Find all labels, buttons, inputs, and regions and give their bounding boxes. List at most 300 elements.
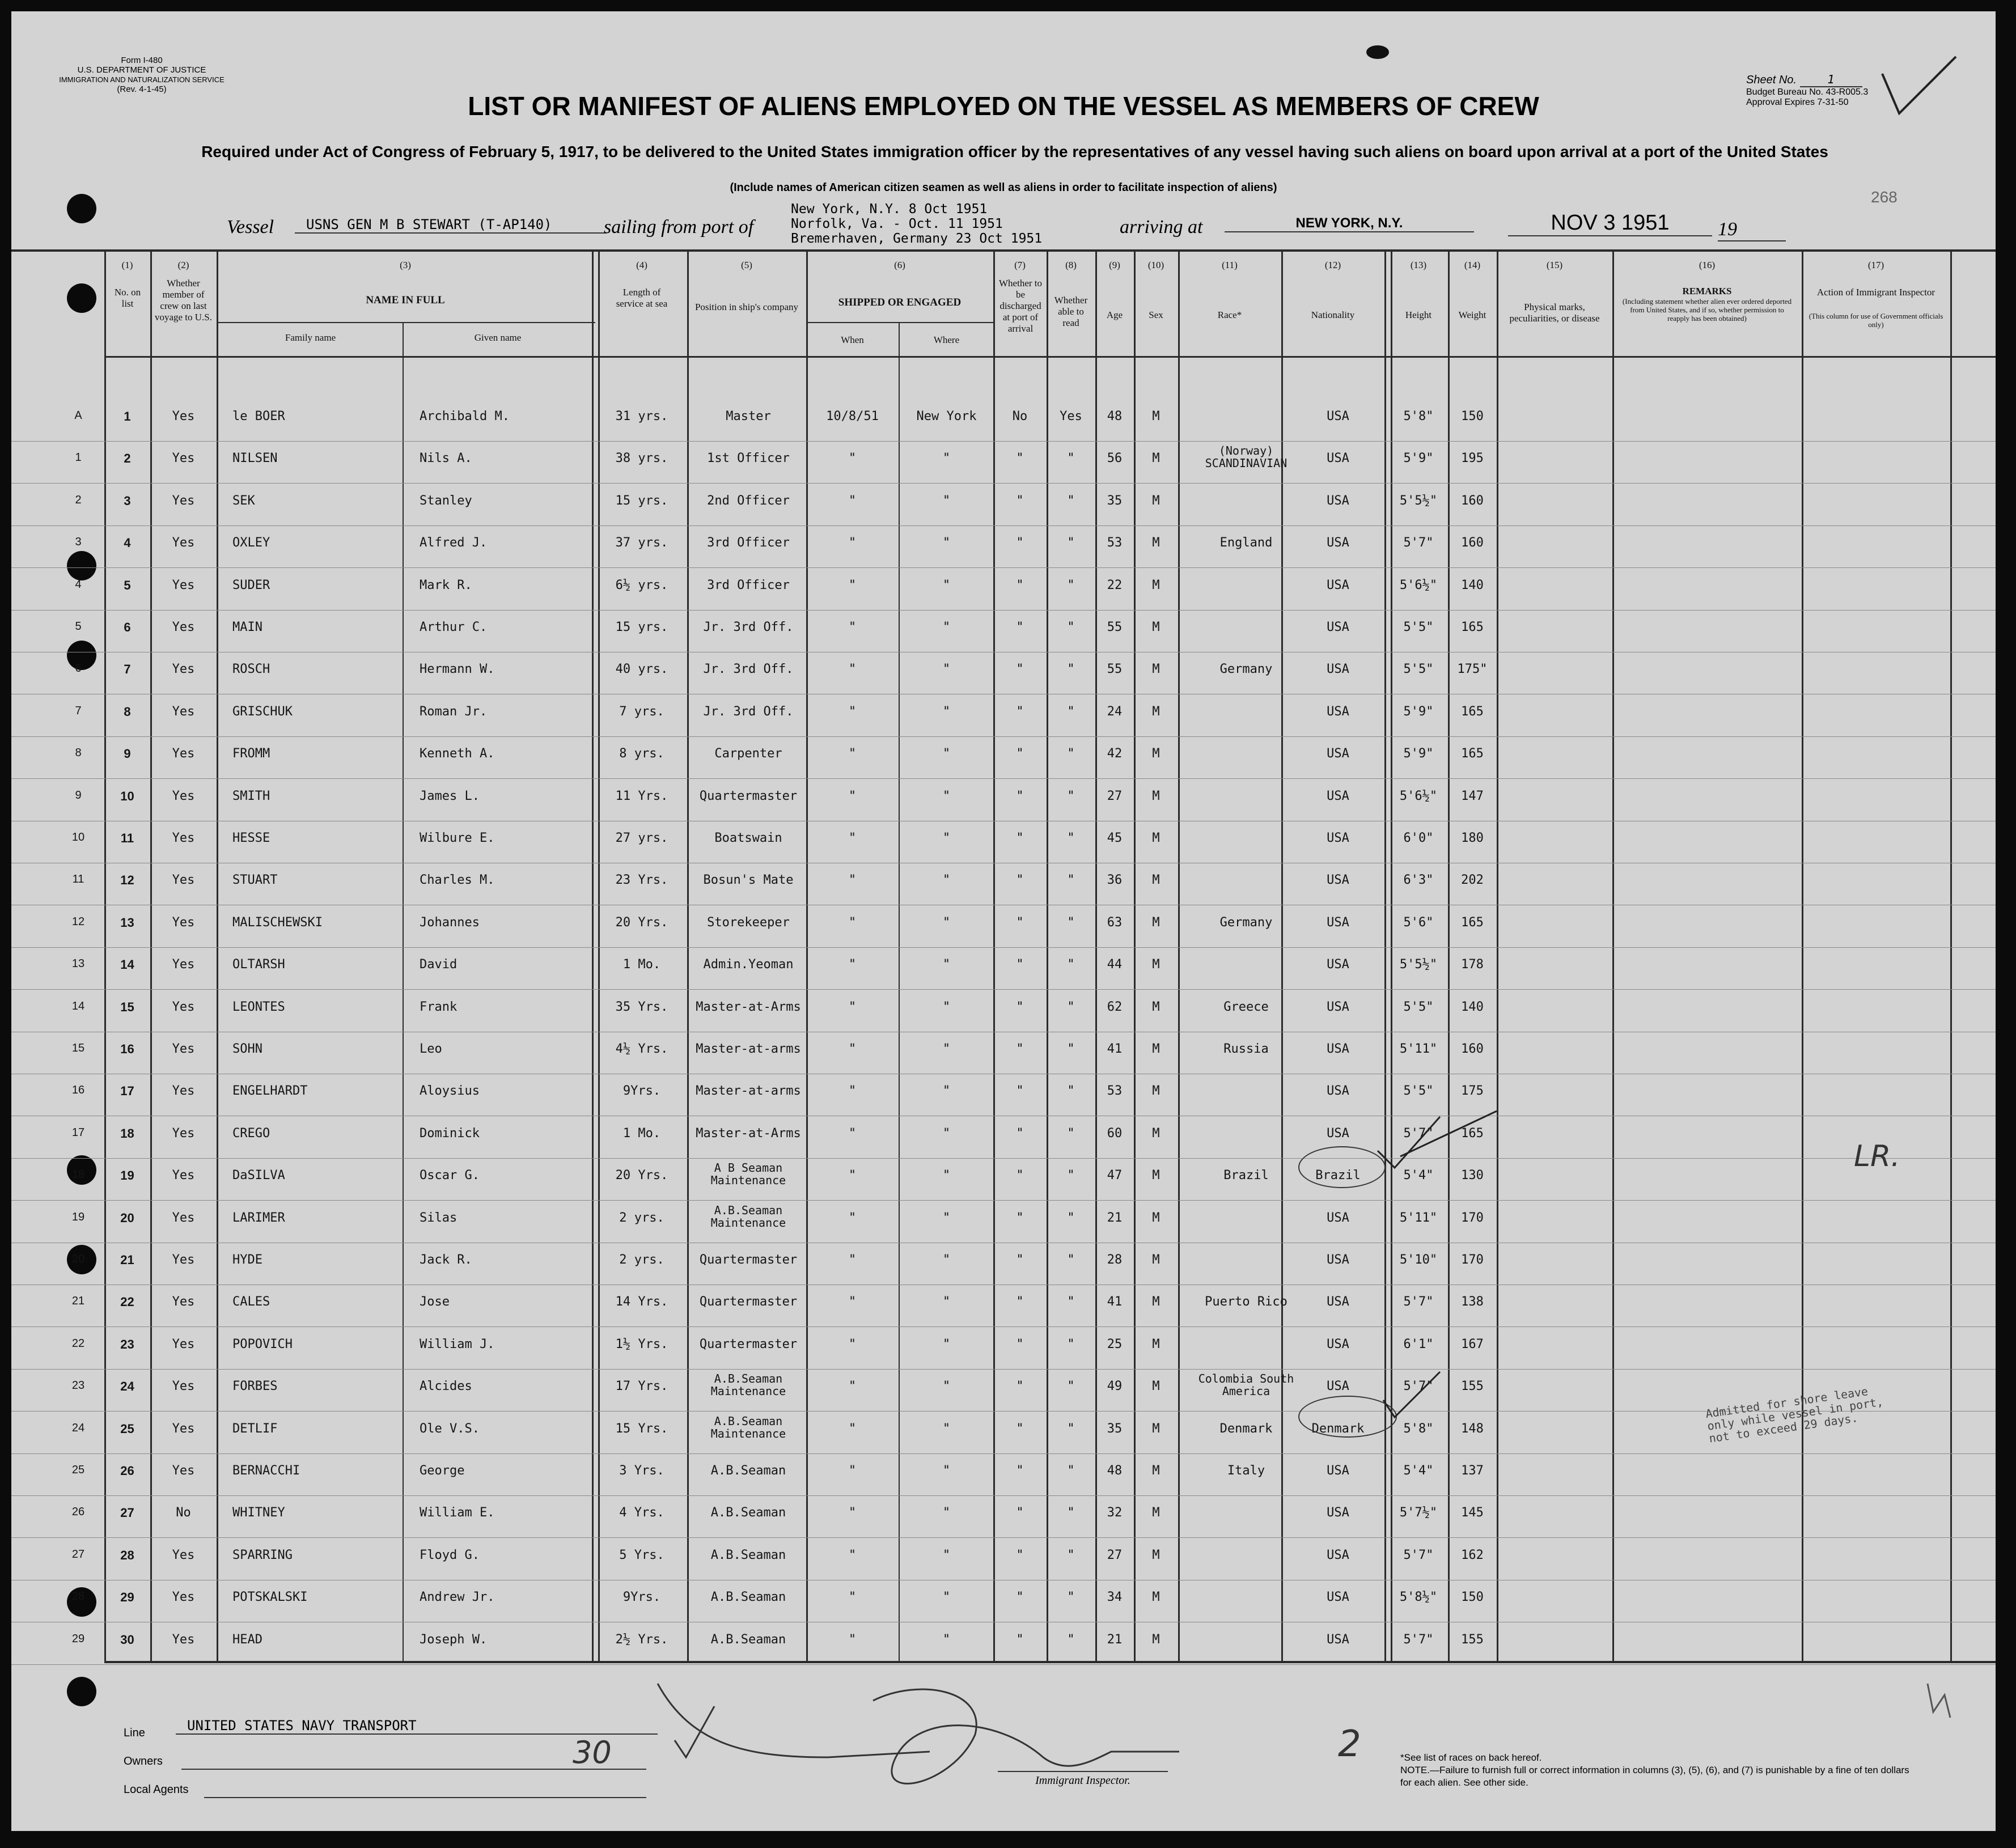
age-cell: 41 xyxy=(1107,1295,1123,1309)
weight-cell: 167 xyxy=(1461,1337,1484,1351)
weight-cell: 180 xyxy=(1461,831,1484,845)
height-cell: 5'6½" xyxy=(1399,789,1438,803)
page-row-marker: 20 xyxy=(71,1253,85,1265)
nationality-cell: USA xyxy=(1327,915,1349,930)
approval-expiry: Approval Expires 7-31-50 xyxy=(1746,98,1849,107)
service-length-cell: 35 Yrs. xyxy=(615,999,668,1014)
row-number: 22 xyxy=(120,1295,134,1309)
age-cell: 63 xyxy=(1107,915,1123,930)
footer-owners-label: Owners xyxy=(124,1755,163,1768)
family-name-cell: DaSILVA xyxy=(232,1168,285,1183)
weight-cell: 202 xyxy=(1461,873,1484,888)
page-row-marker: 6 xyxy=(75,662,82,675)
position-cell: A.B.Seaman Maintenance xyxy=(710,1372,786,1398)
weight-cell: 170 xyxy=(1461,1210,1484,1225)
age-cell: 24 xyxy=(1107,704,1123,719)
position-cell: Bosun's Mate xyxy=(703,873,794,888)
position-cell: Admin.Yeoman xyxy=(703,957,794,972)
form-department: U.S. DEPARTMENT OF JUSTICE xyxy=(77,65,206,75)
nationality-cell: USA xyxy=(1327,957,1349,972)
row-number: 3 xyxy=(124,493,131,508)
weight-cell: 160 xyxy=(1461,536,1484,550)
height-cell: 5'7" xyxy=(1403,1295,1434,1309)
discharged-cell: " xyxy=(1016,747,1024,761)
port-2: Norfolk, Va. - Oct. 11 1951 xyxy=(791,217,1003,231)
given-name-cell: Roman Jr. xyxy=(420,704,488,719)
able-to-read-cell: " xyxy=(1067,999,1075,1014)
weight-cell: 140 xyxy=(1461,999,1484,1014)
prior-voyage-cell: Yes xyxy=(172,1295,195,1309)
service-length-cell: 9Yrs. xyxy=(622,1590,661,1605)
position-cell: A.B.Seaman xyxy=(710,1464,786,1478)
row-number: 28 xyxy=(120,1548,134,1562)
prior-voyage-cell: Yes xyxy=(172,1042,195,1056)
shore-leave-stamp: Admitted for shore leave only while vessel in port, not to exceed 29 days. xyxy=(1704,1384,1884,1446)
discharged-cell: " xyxy=(1016,1590,1024,1605)
family-name-cell: SMITH xyxy=(232,789,270,803)
shipped-when-cell: " xyxy=(848,451,857,466)
page-row-marker: 22 xyxy=(71,1337,85,1350)
able-to-read-cell: " xyxy=(1067,1084,1075,1099)
sex-cell: M xyxy=(1152,1253,1160,1267)
shipped-where-cell: " xyxy=(942,831,951,845)
weight-cell: 178 xyxy=(1461,957,1484,972)
weight-cell: 147 xyxy=(1461,789,1484,803)
sex-cell: M xyxy=(1152,1632,1160,1647)
owners-line xyxy=(181,1769,646,1770)
height-cell: 5'6½" xyxy=(1399,578,1438,592)
given-name-cell: Hermann W. xyxy=(420,662,495,677)
nationality-cell: USA xyxy=(1327,1548,1349,1562)
prior-voyage-cell: Yes xyxy=(172,999,195,1014)
given-name-cell: Kenneth A. xyxy=(420,747,495,761)
height-cell: 5'7" xyxy=(1403,1379,1434,1394)
position-cell: Jr. 3rd Off. xyxy=(703,620,794,634)
weight-cell: 165 xyxy=(1461,620,1484,634)
able-to-read-cell: " xyxy=(1067,1506,1075,1520)
discharged-cell: " xyxy=(1016,1042,1024,1056)
shipped-where-cell: " xyxy=(942,704,951,719)
page-row-marker: 25 xyxy=(71,1464,85,1476)
col5-label: Position in ship's company xyxy=(694,302,799,312)
height-cell: 5'5½" xyxy=(1399,493,1438,508)
age-cell: 32 xyxy=(1107,1506,1123,1520)
family-name-cell: MALISCHEWSKI xyxy=(232,915,323,930)
port-1: New York, N.Y. 8 Oct 1951 xyxy=(791,202,988,217)
weight-cell: 160 xyxy=(1461,1042,1484,1056)
footer-agents-label: Local Agents xyxy=(124,1783,189,1796)
shipped-where-cell: " xyxy=(942,536,951,550)
shipped-where-cell: " xyxy=(942,1337,951,1351)
nationality-cell: USA xyxy=(1327,1210,1349,1225)
nationality-cell: Brazil xyxy=(1315,1168,1361,1183)
position-cell: Master-at-Arms xyxy=(696,1126,801,1141)
page-row-marker: 28 xyxy=(71,1590,85,1603)
position-cell: 2nd Officer xyxy=(707,493,790,508)
shipped-where-cell: " xyxy=(942,662,951,677)
given-name-cell: Jack R. xyxy=(420,1253,472,1267)
discharged-cell: " xyxy=(1016,831,1024,845)
col1-label: No. on list xyxy=(114,287,141,309)
able-to-read-cell: " xyxy=(1067,1548,1075,1562)
arriving-port: NEW YORK, N.Y. xyxy=(1225,215,1474,232)
given-name-cell: Charles M. xyxy=(420,873,495,888)
page-row-marker: 7 xyxy=(75,704,82,717)
prior-voyage-cell: Yes xyxy=(172,536,195,550)
age-cell: 49 xyxy=(1107,1379,1123,1394)
discharged-cell: " xyxy=(1016,1632,1024,1647)
able-to-read-cell: " xyxy=(1067,1042,1075,1056)
discharged-cell: " xyxy=(1016,915,1024,930)
shipped-when-cell: " xyxy=(848,747,857,761)
height-cell: 6'3" xyxy=(1403,873,1434,888)
shipped-when-cell: " xyxy=(848,1084,857,1099)
col17-number: (17) xyxy=(1867,260,1884,270)
family-name-cell: OLTARSH xyxy=(232,957,285,972)
col13-number: (13) xyxy=(1410,260,1427,270)
height-cell: 5'8" xyxy=(1403,1421,1434,1436)
col1-number: (1) xyxy=(121,260,133,270)
row-number: 6 xyxy=(124,620,131,634)
race-cell: Puerto Rico xyxy=(1205,1295,1287,1309)
service-length-cell: 2 yrs. xyxy=(619,1210,664,1225)
height-cell: 5'9" xyxy=(1403,704,1434,719)
shipped-when-cell: " xyxy=(848,493,857,508)
shipped-where-cell: " xyxy=(942,1168,951,1183)
height-cell: 6'1" xyxy=(1403,1337,1434,1351)
col15-number: (15) xyxy=(1546,260,1563,270)
given-name-cell: Alfred J. xyxy=(420,536,488,550)
col12-label: Nationality xyxy=(1311,310,1355,320)
height-cell: 5'5½" xyxy=(1399,957,1438,972)
position-cell: Master xyxy=(726,409,771,423)
page-row-marker: 10 xyxy=(71,831,85,844)
shipped-where-cell: " xyxy=(942,451,951,466)
age-cell: 48 xyxy=(1107,409,1123,423)
sex-cell: M xyxy=(1152,1548,1160,1562)
col16-number: (16) xyxy=(1699,260,1716,270)
nationality-cell: USA xyxy=(1327,1084,1349,1099)
shipped-when-cell: " xyxy=(848,1126,857,1141)
col3-given: Given name xyxy=(474,332,522,343)
discharged-cell: " xyxy=(1016,1548,1024,1562)
nationality-cell: USA xyxy=(1327,1464,1349,1478)
service-length-cell: 15 yrs. xyxy=(615,493,668,508)
shipped-when-cell: " xyxy=(848,957,857,972)
height-cell: 5'7½" xyxy=(1399,1506,1438,1520)
age-cell: 60 xyxy=(1107,1126,1123,1141)
able-to-read-cell: " xyxy=(1067,1253,1075,1267)
col3-number: (3) xyxy=(400,260,411,270)
family-name-cell: CREGO xyxy=(232,1126,270,1141)
discharged-cell: " xyxy=(1016,1464,1024,1478)
discharged-cell: " xyxy=(1016,1295,1024,1309)
age-cell: 44 xyxy=(1107,957,1123,972)
age-cell: 62 xyxy=(1107,999,1123,1014)
position-cell: Master-at-Arms xyxy=(696,999,801,1014)
position-cell: Master-at-arms xyxy=(696,1042,801,1056)
discharged-cell: " xyxy=(1016,620,1024,634)
prior-voyage-cell: Yes xyxy=(172,873,195,888)
budget-bureau: Budget Bureau No. 43-R005.3 xyxy=(1746,87,1869,97)
age-cell: 35 xyxy=(1107,1421,1123,1436)
position-cell: 3rd Officer xyxy=(707,536,790,550)
shipped-where-cell: " xyxy=(942,747,951,761)
age-cell: 27 xyxy=(1107,789,1123,803)
service-length-cell: 1½ Yrs. xyxy=(615,1337,668,1351)
able-to-read-cell: Yes xyxy=(1060,409,1082,423)
shipped-when-cell: " xyxy=(848,1379,857,1394)
form-number: Form I-480 xyxy=(121,56,163,65)
prior-voyage-cell: Yes xyxy=(172,704,195,719)
col12-number: (12) xyxy=(1324,260,1341,270)
given-name-cell: Floyd G. xyxy=(420,1548,480,1562)
prior-voyage-cell: Yes xyxy=(172,1253,195,1267)
position-cell: A.B.Seaman xyxy=(710,1590,786,1605)
shipped-where-cell: " xyxy=(942,1295,951,1309)
able-to-read-cell: " xyxy=(1067,789,1075,803)
shipped-where-cell: " xyxy=(942,493,951,508)
sex-cell: M xyxy=(1152,957,1160,972)
height-cell: 5'4" xyxy=(1403,1168,1434,1183)
sex-cell: M xyxy=(1152,704,1160,719)
row-number: 23 xyxy=(120,1337,134,1351)
age-cell: 21 xyxy=(1107,1632,1123,1647)
weight-cell: 130 xyxy=(1461,1168,1484,1183)
col4-label: Length of service at sea xyxy=(616,287,668,309)
given-name-cell: Oscar G. xyxy=(420,1168,480,1183)
shipped-when-cell: " xyxy=(848,1042,857,1056)
position-cell: Quartermaster xyxy=(699,789,798,803)
able-to-read-cell: " xyxy=(1067,1126,1075,1141)
denmark-check-mark xyxy=(1383,1372,1440,1417)
sex-cell: M xyxy=(1152,1379,1160,1394)
sheet-check-mark xyxy=(1882,57,1956,113)
race-cell: (Norway) SCANDINAVIAN xyxy=(1205,444,1287,471)
shipped-when-cell: " xyxy=(848,536,857,550)
prior-voyage-cell: Yes xyxy=(172,915,195,930)
shipped-where-cell: " xyxy=(942,1632,951,1647)
prior-voyage-cell: Yes xyxy=(172,1126,195,1141)
height-cell: 5'5" xyxy=(1403,620,1434,634)
family-name-cell: POPOVICH xyxy=(232,1337,293,1351)
weight-cell: 150 xyxy=(1461,1590,1484,1605)
inspector-initials: LR. xyxy=(1854,1139,1900,1173)
row-number: 19 xyxy=(120,1168,134,1183)
weight-cell: 175 xyxy=(1461,1084,1484,1099)
footer-notes xyxy=(1400,1752,1911,1789)
service-length-cell: 23 Yrs. xyxy=(615,873,668,888)
service-length-cell: 27 yrs. xyxy=(615,831,668,845)
col14-label: Weight xyxy=(1458,310,1486,320)
age-cell: 25 xyxy=(1107,1337,1123,1351)
prior-voyage-cell: Yes xyxy=(172,1421,195,1436)
age-cell: 35 xyxy=(1107,493,1123,508)
shipped-where-cell: " xyxy=(942,1042,951,1056)
col14-number: (14) xyxy=(1464,260,1481,270)
col7-label: Whether to be discharged at port of arrival xyxy=(999,278,1042,334)
nationality-cell: USA xyxy=(1327,1590,1349,1605)
able-to-read-cell: " xyxy=(1067,1168,1075,1183)
position-cell: Quartermaster xyxy=(699,1337,798,1351)
height-cell: 5'10" xyxy=(1399,1253,1438,1267)
col10-label: Sex xyxy=(1149,310,1163,320)
discharged-cell: " xyxy=(1016,1126,1024,1141)
weight-cell: 165 xyxy=(1461,747,1484,761)
sheet-number: 1 xyxy=(1800,73,1862,87)
given-name-cell: Ole V.S. xyxy=(420,1421,480,1436)
shipped-when-cell: " xyxy=(848,1464,857,1478)
prior-voyage-cell: Yes xyxy=(172,662,195,677)
page-row-marker: 9 xyxy=(75,789,82,802)
service-length-cell: 15 Yrs. xyxy=(615,1421,668,1436)
service-length-cell: 3 Yrs. xyxy=(619,1464,664,1478)
able-to-read-cell: " xyxy=(1067,1210,1075,1225)
able-to-read-cell: " xyxy=(1067,493,1075,508)
col6-where: Where xyxy=(933,334,960,345)
sex-cell: M xyxy=(1152,493,1160,508)
nationality-cell: USA xyxy=(1327,1042,1349,1056)
able-to-read-cell: " xyxy=(1067,536,1075,550)
col11-label: Race* xyxy=(1217,310,1242,320)
nationality-cell: USA xyxy=(1327,1379,1349,1394)
given-name-cell: Frank xyxy=(420,999,458,1014)
shipped-where-cell: " xyxy=(942,957,951,972)
age-cell: 47 xyxy=(1107,1168,1123,1183)
sex-cell: M xyxy=(1152,1421,1160,1436)
discharged-cell: " xyxy=(1016,1253,1024,1267)
row-number: 2 xyxy=(124,451,131,466)
family-name-cell: le BOER xyxy=(232,409,285,423)
position-cell: Master-at-arms xyxy=(696,1084,801,1099)
manifest-title: LIST OR MANIFEST OF ALIENS EMPLOYED ON THE VESSEL AS MEMBERS OF CREW xyxy=(468,91,1539,121)
position-cell: Carpenter xyxy=(714,747,782,761)
height-cell: 5'9" xyxy=(1403,747,1434,761)
page-row-marker: A xyxy=(74,409,82,422)
age-cell: 53 xyxy=(1107,536,1123,550)
family-name-cell: LEONTES xyxy=(232,999,285,1014)
row-number: 18 xyxy=(120,1126,134,1141)
given-name-cell: Stanley xyxy=(420,493,472,508)
weight-cell: 165 xyxy=(1461,1126,1484,1141)
weight-cell: 165 xyxy=(1461,915,1484,930)
family-name-cell: SPARRING xyxy=(232,1548,293,1562)
col8-label: Whether able to read xyxy=(1054,295,1088,328)
able-to-read-cell: " xyxy=(1067,1632,1075,1647)
given-name-cell: James L. xyxy=(420,789,480,803)
family-name-cell: LARIMER xyxy=(232,1210,285,1225)
corner-scribble xyxy=(1928,1684,1950,1718)
able-to-read-cell: " xyxy=(1067,1379,1075,1394)
service-length-cell: 40 yrs. xyxy=(615,662,668,677)
family-name-cell: WHITNEY xyxy=(232,1506,285,1520)
nationality-cell: USA xyxy=(1327,1632,1349,1647)
sex-cell: M xyxy=(1152,662,1160,677)
family-name-cell: BERNACCHI xyxy=(232,1464,300,1478)
discharged-cell: " xyxy=(1016,999,1024,1014)
shipped-when-cell: " xyxy=(848,1548,857,1562)
nationality-cell: USA xyxy=(1327,747,1349,761)
shipped-when-cell: 10/8/51 xyxy=(826,409,879,423)
height-cell: 5'5" xyxy=(1403,1084,1434,1099)
weight-cell: 175" xyxy=(1457,662,1488,677)
row-number: 26 xyxy=(120,1464,134,1478)
nationality-cell: USA xyxy=(1327,662,1349,677)
stamp-number: 268 xyxy=(1871,188,1898,206)
handwritten-mark: 2 xyxy=(1338,1723,1361,1765)
page-row-marker: 23 xyxy=(71,1379,85,1392)
page-row-marker: 3 xyxy=(75,536,82,549)
col16-sub: (Including statement whether alien ever ordered deported from United States, and if so, whether permission to reapply has been obtained) xyxy=(1622,297,1792,323)
service-length-cell: 7 yrs. xyxy=(619,704,664,719)
height-cell: 5'8½" xyxy=(1399,1590,1438,1605)
page-row-marker: 19 xyxy=(71,1210,85,1223)
shipped-when-cell: " xyxy=(848,789,857,803)
service-length-cell: 9Yrs. xyxy=(622,1084,661,1099)
discharged-cell: " xyxy=(1016,1379,1024,1394)
shipped-when-cell: " xyxy=(848,1506,857,1520)
shipped-when-cell: " xyxy=(848,1168,857,1183)
row-number: 9 xyxy=(124,747,131,761)
given-name-cell: Aloysius xyxy=(420,1084,480,1099)
row-number: 4 xyxy=(124,536,131,550)
given-name-cell: Andrew Jr. xyxy=(420,1590,495,1605)
handwritten-count: 30 xyxy=(573,1735,612,1770)
shipped-where-cell: " xyxy=(942,915,951,930)
shipped-where-cell: " xyxy=(942,1210,951,1225)
page-row-marker: 4 xyxy=(75,578,82,591)
nationality-cell: USA xyxy=(1327,999,1349,1014)
col2-number: (2) xyxy=(177,260,189,270)
inspector-signature xyxy=(873,1689,1179,1783)
family-name-cell: OXLEY xyxy=(232,536,270,550)
shipped-where-cell: " xyxy=(942,789,951,803)
family-name-cell: STUART xyxy=(232,873,278,888)
height-cell: 5'7" xyxy=(1403,1548,1434,1562)
position-cell: Jr. 3rd Off. xyxy=(703,662,794,677)
family-name-cell: SEK xyxy=(232,493,255,508)
page-row-marker: 1 xyxy=(75,451,82,464)
discharged-cell: " xyxy=(1016,1506,1024,1520)
prior-voyage-cell: Yes xyxy=(172,1548,195,1562)
col17-label: Action of Immigrant Inspector xyxy=(1816,287,1935,298)
inspector-signature-label: Immigrant Inspector. xyxy=(998,1771,1168,1787)
discharged-cell: " xyxy=(1016,493,1024,508)
sex-cell: M xyxy=(1152,831,1160,845)
family-name-cell: POTSKALSKI xyxy=(232,1590,308,1605)
able-to-read-cell: " xyxy=(1067,1464,1075,1478)
nationality-cell: USA xyxy=(1327,1337,1349,1351)
position-cell: A.B.Seaman Maintenance xyxy=(710,1203,786,1230)
prior-voyage-cell: Yes xyxy=(172,451,195,466)
shipped-when-cell: " xyxy=(848,999,857,1014)
height-cell: 6'0" xyxy=(1403,831,1434,845)
row-number: 17 xyxy=(120,1084,134,1099)
prior-voyage-cell: Yes xyxy=(172,831,195,845)
sailing-label: sailing from port of xyxy=(604,217,754,238)
able-to-read-cell: " xyxy=(1067,1421,1075,1436)
col13-label: Height xyxy=(1405,310,1432,320)
discharged-cell: " xyxy=(1016,957,1024,972)
service-length-cell: 2 yrs. xyxy=(619,1253,664,1267)
nationality-cell: Denmark xyxy=(1311,1421,1365,1436)
row-number: 29 xyxy=(120,1590,134,1605)
shipped-when-cell: " xyxy=(848,578,857,592)
given-name-cell: Dominick xyxy=(420,1126,480,1141)
col4-number: (4) xyxy=(636,260,647,270)
sex-cell: M xyxy=(1152,1084,1160,1099)
sex-cell: M xyxy=(1152,747,1160,761)
